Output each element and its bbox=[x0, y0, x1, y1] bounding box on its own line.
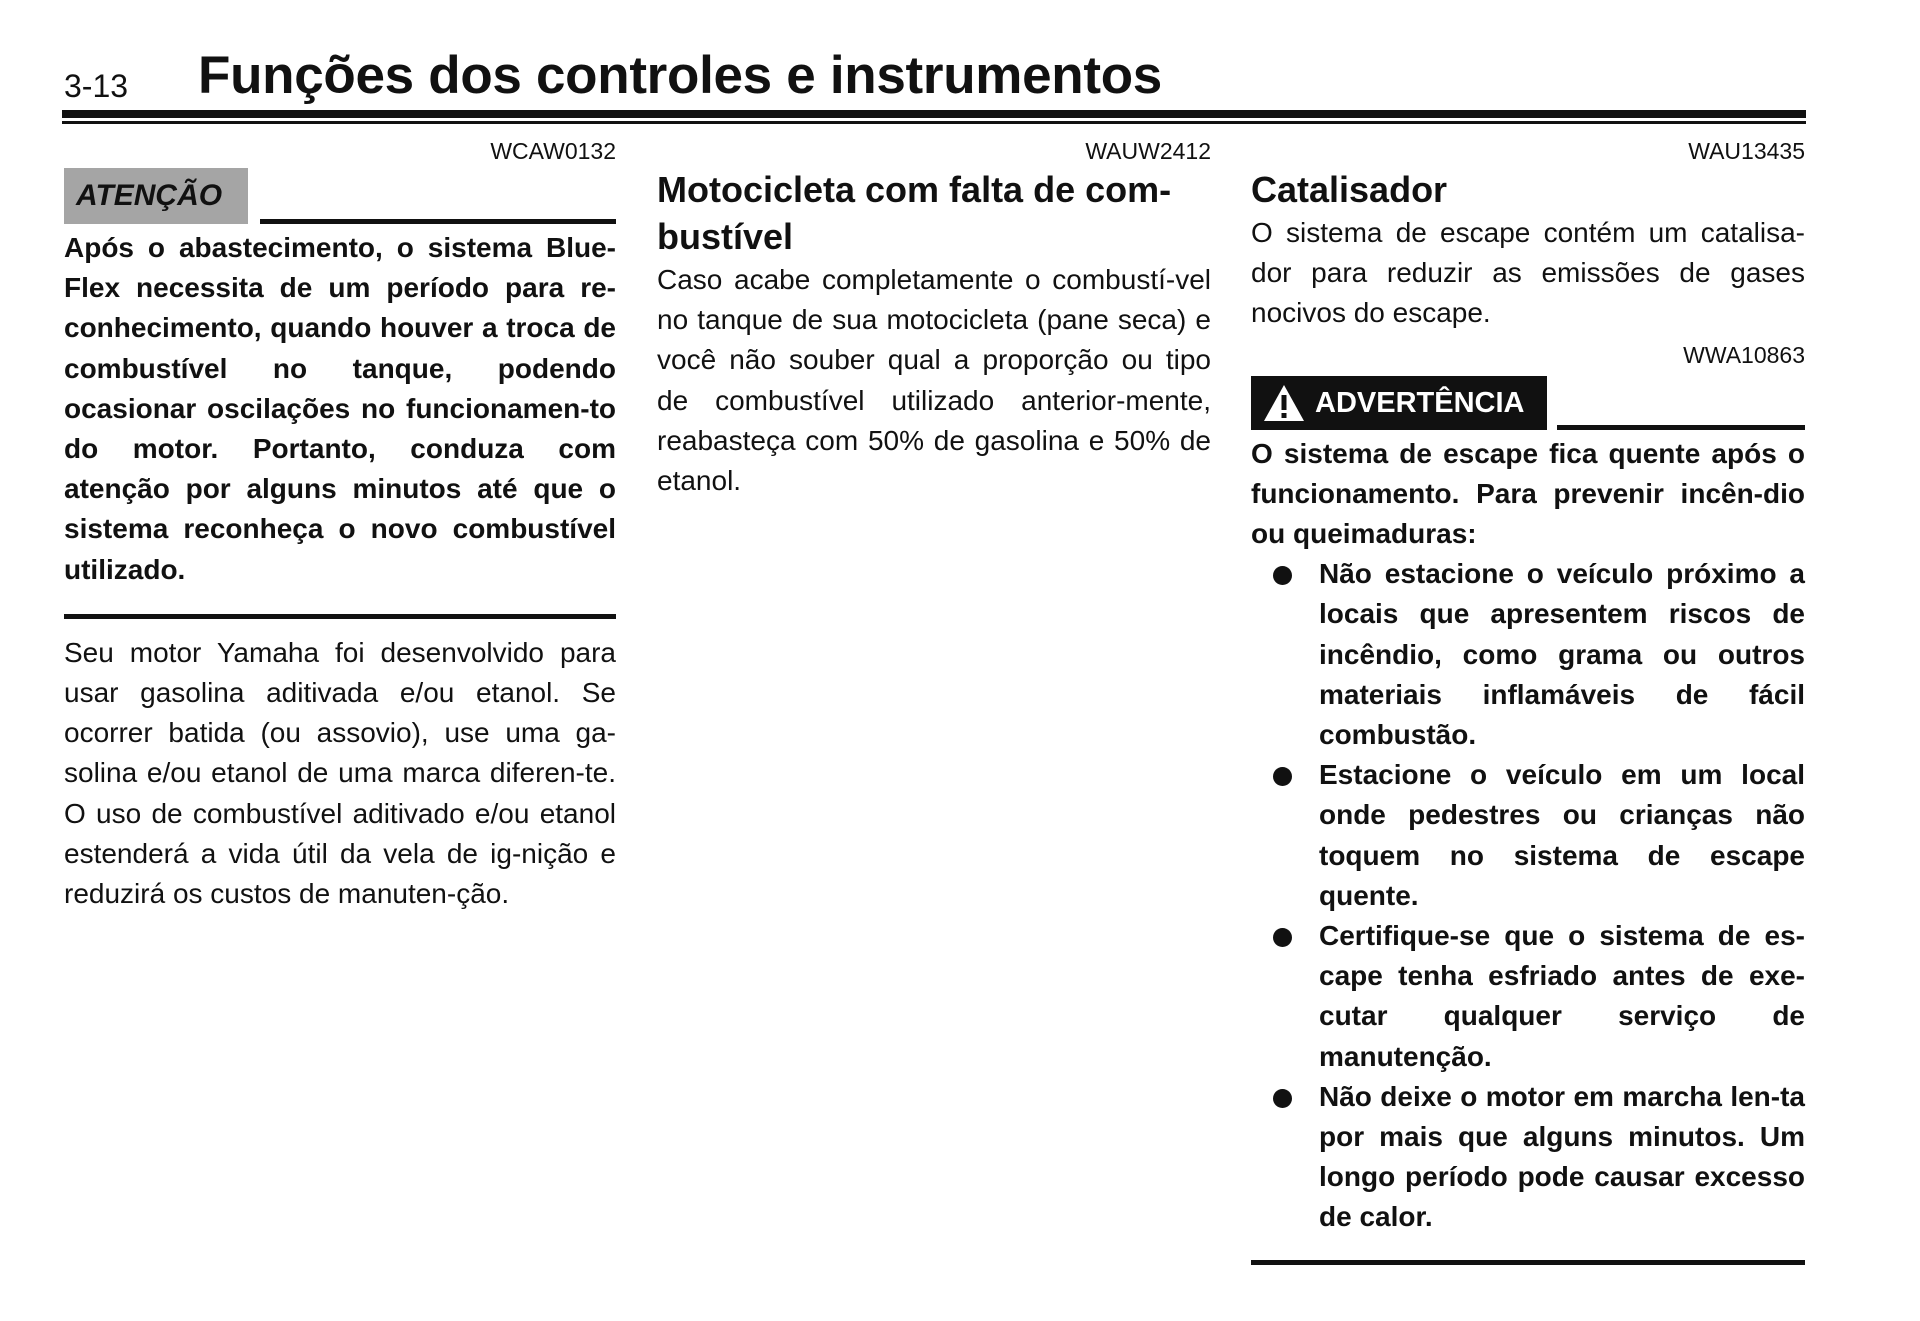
section-title-fuel-shortage: Motocicleta com falta de com-bustível bbox=[657, 169, 1172, 257]
warning-header-rule bbox=[1557, 425, 1805, 430]
header-rule-thick bbox=[62, 110, 1806, 118]
page-title: Funções dos controles e instrumentos bbox=[198, 46, 1162, 105]
warning-intro: O sistema de escape fica quente após o funcionamento. Para prevenir incên-dio ou queimaduras: bbox=[1251, 437, 1805, 550]
warning-item-text: Estacione o veículo em um local onde pedestres ou crianças não toquem no sistema de escape quente. bbox=[1319, 759, 1805, 911]
page-number: 3-13 bbox=[64, 68, 129, 104]
caution-end-rule bbox=[64, 614, 616, 619]
warning-item-text: Não deixe o motor em marcha len-ta por mais que alguns minutos. Um longo período pode causar excesso de calor. bbox=[1319, 1080, 1805, 1233]
fuel-paragraph: Seu motor Yamaha foi desenvolvido para usar gasolina aditivada e/ou etanol. Se ocorrer batida (ou assovio), use uma ga-solina e/ou etanol de uma marca diferen-te. O uso de combustível aditivado e/ou etanol estenderá a vida útil da vela de ig-nição e reduzirá os custos de manuten-ção. bbox=[64, 636, 616, 910]
caution-header bbox=[64, 168, 616, 224]
warning-label: ADVERTÊNCIA bbox=[1315, 386, 1525, 419]
warning-header bbox=[1251, 376, 1805, 430]
bullet-icon bbox=[1273, 566, 1292, 585]
section-code: WAUW2412 bbox=[1085, 138, 1211, 164]
list-item bbox=[1251, 1077, 1805, 1238]
list-item bbox=[1251, 554, 1805, 755]
caution-badge: ATENÇÃO bbox=[64, 168, 248, 224]
fuel-shortage-paragraph: Caso acabe completamente o combustí-vel no tanque de sua motocicleta (pane seca) e você não souber qual a proporção ou tipo de combustível utilizado anterior-mente, reabasteça com 50% de gasolina e 50% de etanol. bbox=[657, 264, 1211, 497]
list-item bbox=[1251, 916, 1805, 1077]
column-middle bbox=[657, 136, 1211, 501]
column-right bbox=[1251, 136, 1805, 1265]
section-code: WAU13435 bbox=[1688, 138, 1805, 164]
warning-badge bbox=[1251, 376, 1547, 430]
warning-code: WWA10863 bbox=[1683, 341, 1805, 368]
caution-code: WCAW0132 bbox=[490, 138, 616, 164]
catalyst-paragraph: O sistema de escape contém um catalisa-dor para reduzir as emissões de gases nocivos do escape. bbox=[1251, 217, 1805, 329]
warning-item-text: Não estacione o veículo próximo a locais que apresentem riscos de incêndio, como grama ou outros materiais inflamáveis de fácil combustão. bbox=[1319, 558, 1805, 751]
bullet-icon bbox=[1273, 928, 1292, 947]
section-title-catalyst: Catalisador bbox=[1251, 169, 1448, 210]
caution-text: Após o abastecimento, o sistema Blue-Flex necessita de um período para re-conhecimento, quando houver a troca de combustível no tanque, podendo ocasionar oscilações no funcionamen-to do motor. Portanto, conduza com atenção por alguns minutos até que o sistema reconheça o novo combustível utilizado. bbox=[64, 232, 616, 585]
column-left bbox=[64, 136, 616, 914]
bullet-icon bbox=[1273, 767, 1292, 786]
header-rule-thin bbox=[62, 121, 1806, 124]
caution-header-rule bbox=[260, 219, 616, 224]
warning-list bbox=[1251, 554, 1805, 1237]
warning-end-rule bbox=[1251, 1260, 1805, 1265]
warning-triangle-icon bbox=[1263, 384, 1305, 422]
list-item bbox=[1251, 755, 1805, 916]
bullet-icon bbox=[1273, 1089, 1292, 1108]
warning-item-text: Certifique-se que o sistema de es-cape tenha esfriado antes de exe-cutar qualquer serviço de manutenção. bbox=[1319, 920, 1805, 1072]
